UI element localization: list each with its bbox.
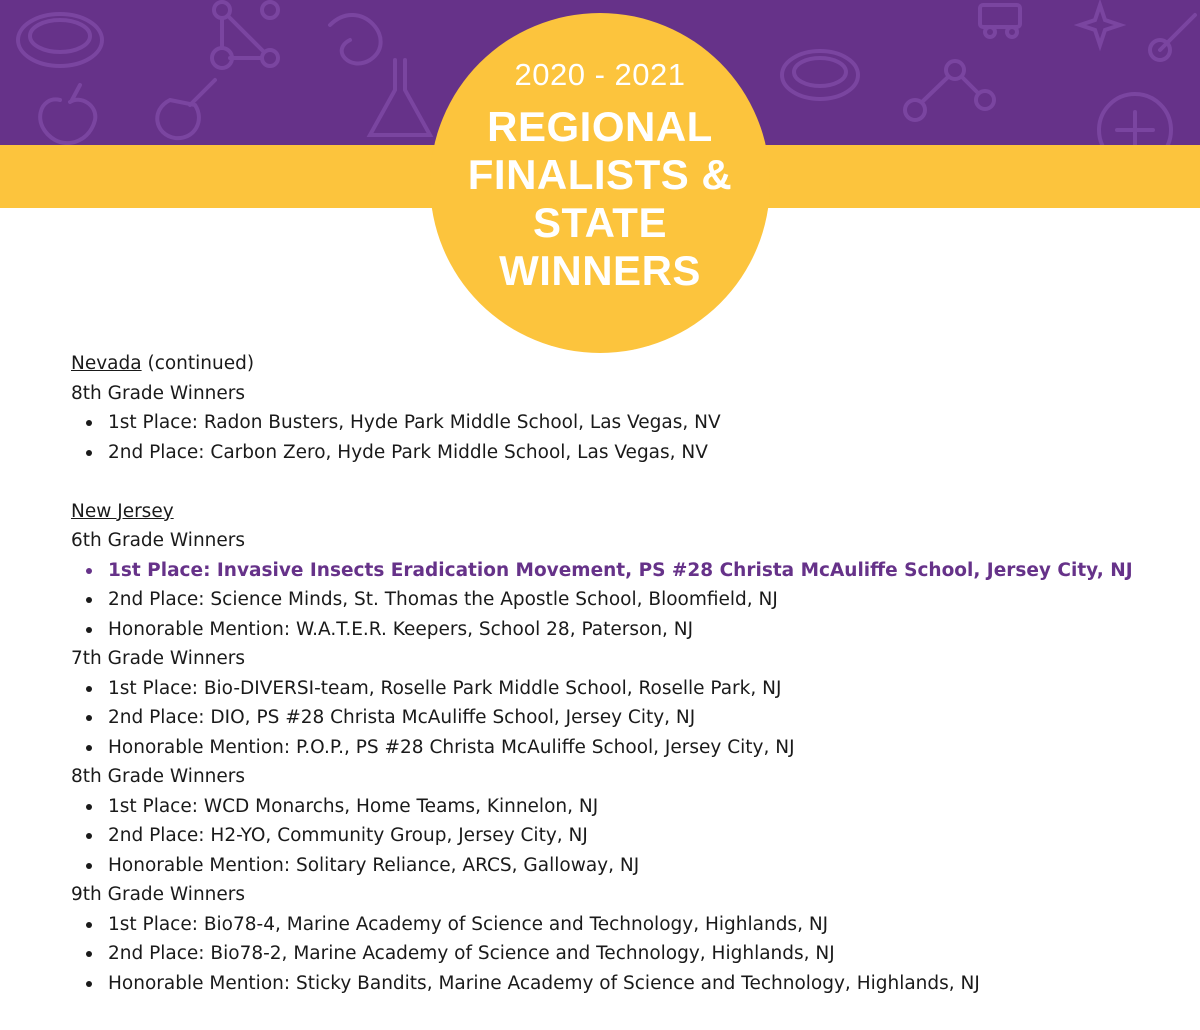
badge-title: REGIONAL FINALISTS & STATE WINNERS	[467, 103, 733, 294]
grade-heading: 9th Grade Winners	[71, 884, 246, 905]
bullet-icon	[86, 981, 92, 987]
state-heading	[71, 349, 1171, 379]
winner-entry-text: Honorable Mention: Sticky Bandits, Marine Academy of Science and Technology, Highlands, NJ	[108, 972, 980, 994]
food-icon	[157, 80, 215, 138]
molecule-icon	[212, 2, 278, 68]
bullet-icon	[86, 804, 92, 810]
state-name: New Jersey	[71, 500, 174, 522]
flask-icon	[370, 60, 430, 135]
winner-entry-text: 1st Place: Radon Busters, Hyde Park Middle School, Las Vegas, NV	[108, 412, 721, 433]
winner-entry-text: 2nd Place: Carbon Zero, Hyde Park Middle School, Las Vegas, NV	[108, 441, 708, 463]
vehicle-icon	[980, 5, 1020, 37]
winner-entry-text: Honorable Mention: W.A.T.E.R. Keepers, School 28, Paterson, NJ	[108, 618, 694, 640]
winner-entry	[71, 821, 1171, 851]
bullet-icon	[86, 627, 92, 633]
state-note: (continued)	[141, 353, 255, 374]
grade-heading: 6th Grade Winners	[71, 530, 246, 551]
winner-entry-text: Honorable Mention: P.O.P., PS #28 Christa McAuliffe School, Jersey City, NJ	[108, 736, 795, 758]
swirl-icon	[330, 15, 381, 64]
bullet-icon	[86, 686, 92, 692]
grade-heading: 8th Grade Winners	[71, 766, 246, 787]
winners-bullet-list	[71, 408, 1171, 467]
winner-entry	[71, 674, 1171, 704]
winners-bullet-list	[71, 792, 1171, 881]
bullet-icon	[86, 951, 92, 957]
bullet-icon	[86, 863, 92, 869]
petri-dish-icon-right	[782, 51, 858, 99]
winner-entry-text: 1st Place: Bio-DIVERSI-team, Roselle Park Middle School, Roselle Park, NJ	[108, 677, 782, 699]
winner-entry	[71, 585, 1171, 615]
winners-list	[71, 349, 1171, 998]
state-heading	[71, 497, 1171, 527]
winner-entry-text: 2nd Place: Science Minds, St. Thomas the Apostle School, Bloomfield, NJ	[108, 589, 778, 610]
wrench-icon	[1150, 15, 1195, 60]
winner-entry	[71, 733, 1171, 763]
bullet-icon	[86, 745, 92, 751]
winner-entry	[71, 851, 1171, 881]
winners-bullet-list	[71, 910, 1171, 999]
bullet-icon	[86, 715, 92, 721]
apple-icon	[40, 85, 95, 143]
winner-entry	[71, 408, 1171, 438]
plus-circle-icon	[1099, 94, 1171, 145]
winner-entry-text: 1st Place: Bio78-4, Marine Academy of Science and Technology, Highlands, NJ	[108, 913, 829, 935]
winners-bullet-list	[71, 556, 1171, 645]
winner-entry-text: Honorable Mention: Solitary Reliance, ARCS, Galloway, NJ	[108, 854, 640, 876]
state-name: Nevada	[71, 353, 142, 374]
bullet-icon	[86, 597, 92, 603]
badge-year: 2020 - 2021	[514, 57, 686, 92]
winner-entry	[71, 792, 1171, 822]
grade-heading: 8th Grade Winners	[71, 382, 246, 404]
molecule-icon-right	[905, 61, 994, 120]
section-spacer	[71, 467, 1171, 497]
winner-entry	[71, 939, 1171, 969]
bullet-icon	[86, 833, 92, 839]
winner-entry	[71, 910, 1171, 940]
grade-heading: 7th Grade Winners	[71, 648, 246, 669]
winner-entry-text: 1st Place: WCD Monarchs, Home Teams, Kinnelon, NJ	[108, 795, 599, 817]
spark-icon	[1080, 5, 1120, 45]
bullet-icon	[86, 922, 92, 928]
winner-entry-text: 2nd Place: H2-YO, Community Group, Jersey City, NJ	[108, 825, 588, 846]
winner-entry	[71, 556, 1171, 586]
winner-entry	[71, 969, 1171, 999]
winner-entry	[71, 615, 1171, 645]
winners-bullet-list	[71, 674, 1171, 763]
winner-entry	[71, 703, 1171, 733]
bullet-icon	[86, 568, 92, 574]
petri-dish-icon	[18, 14, 102, 66]
winner-entry	[71, 438, 1171, 468]
bullet-icon	[86, 420, 92, 426]
bullet-icon	[86, 450, 92, 456]
winner-entry-text: 2nd Place: DIO, PS #28 Christa McAuliffe School, Jersey City, NJ	[108, 707, 696, 728]
title-badge	[430, 13, 770, 353]
winner-entry-text: 1st Place: Invasive Insects Eradication Movement, PS #28 Christa McAuliffe School, Jersey City, NJ	[108, 559, 1133, 581]
winner-entry-text: 2nd Place: Bio78-2, Marine Academy of Science and Technology, Highlands, NJ	[108, 943, 835, 964]
